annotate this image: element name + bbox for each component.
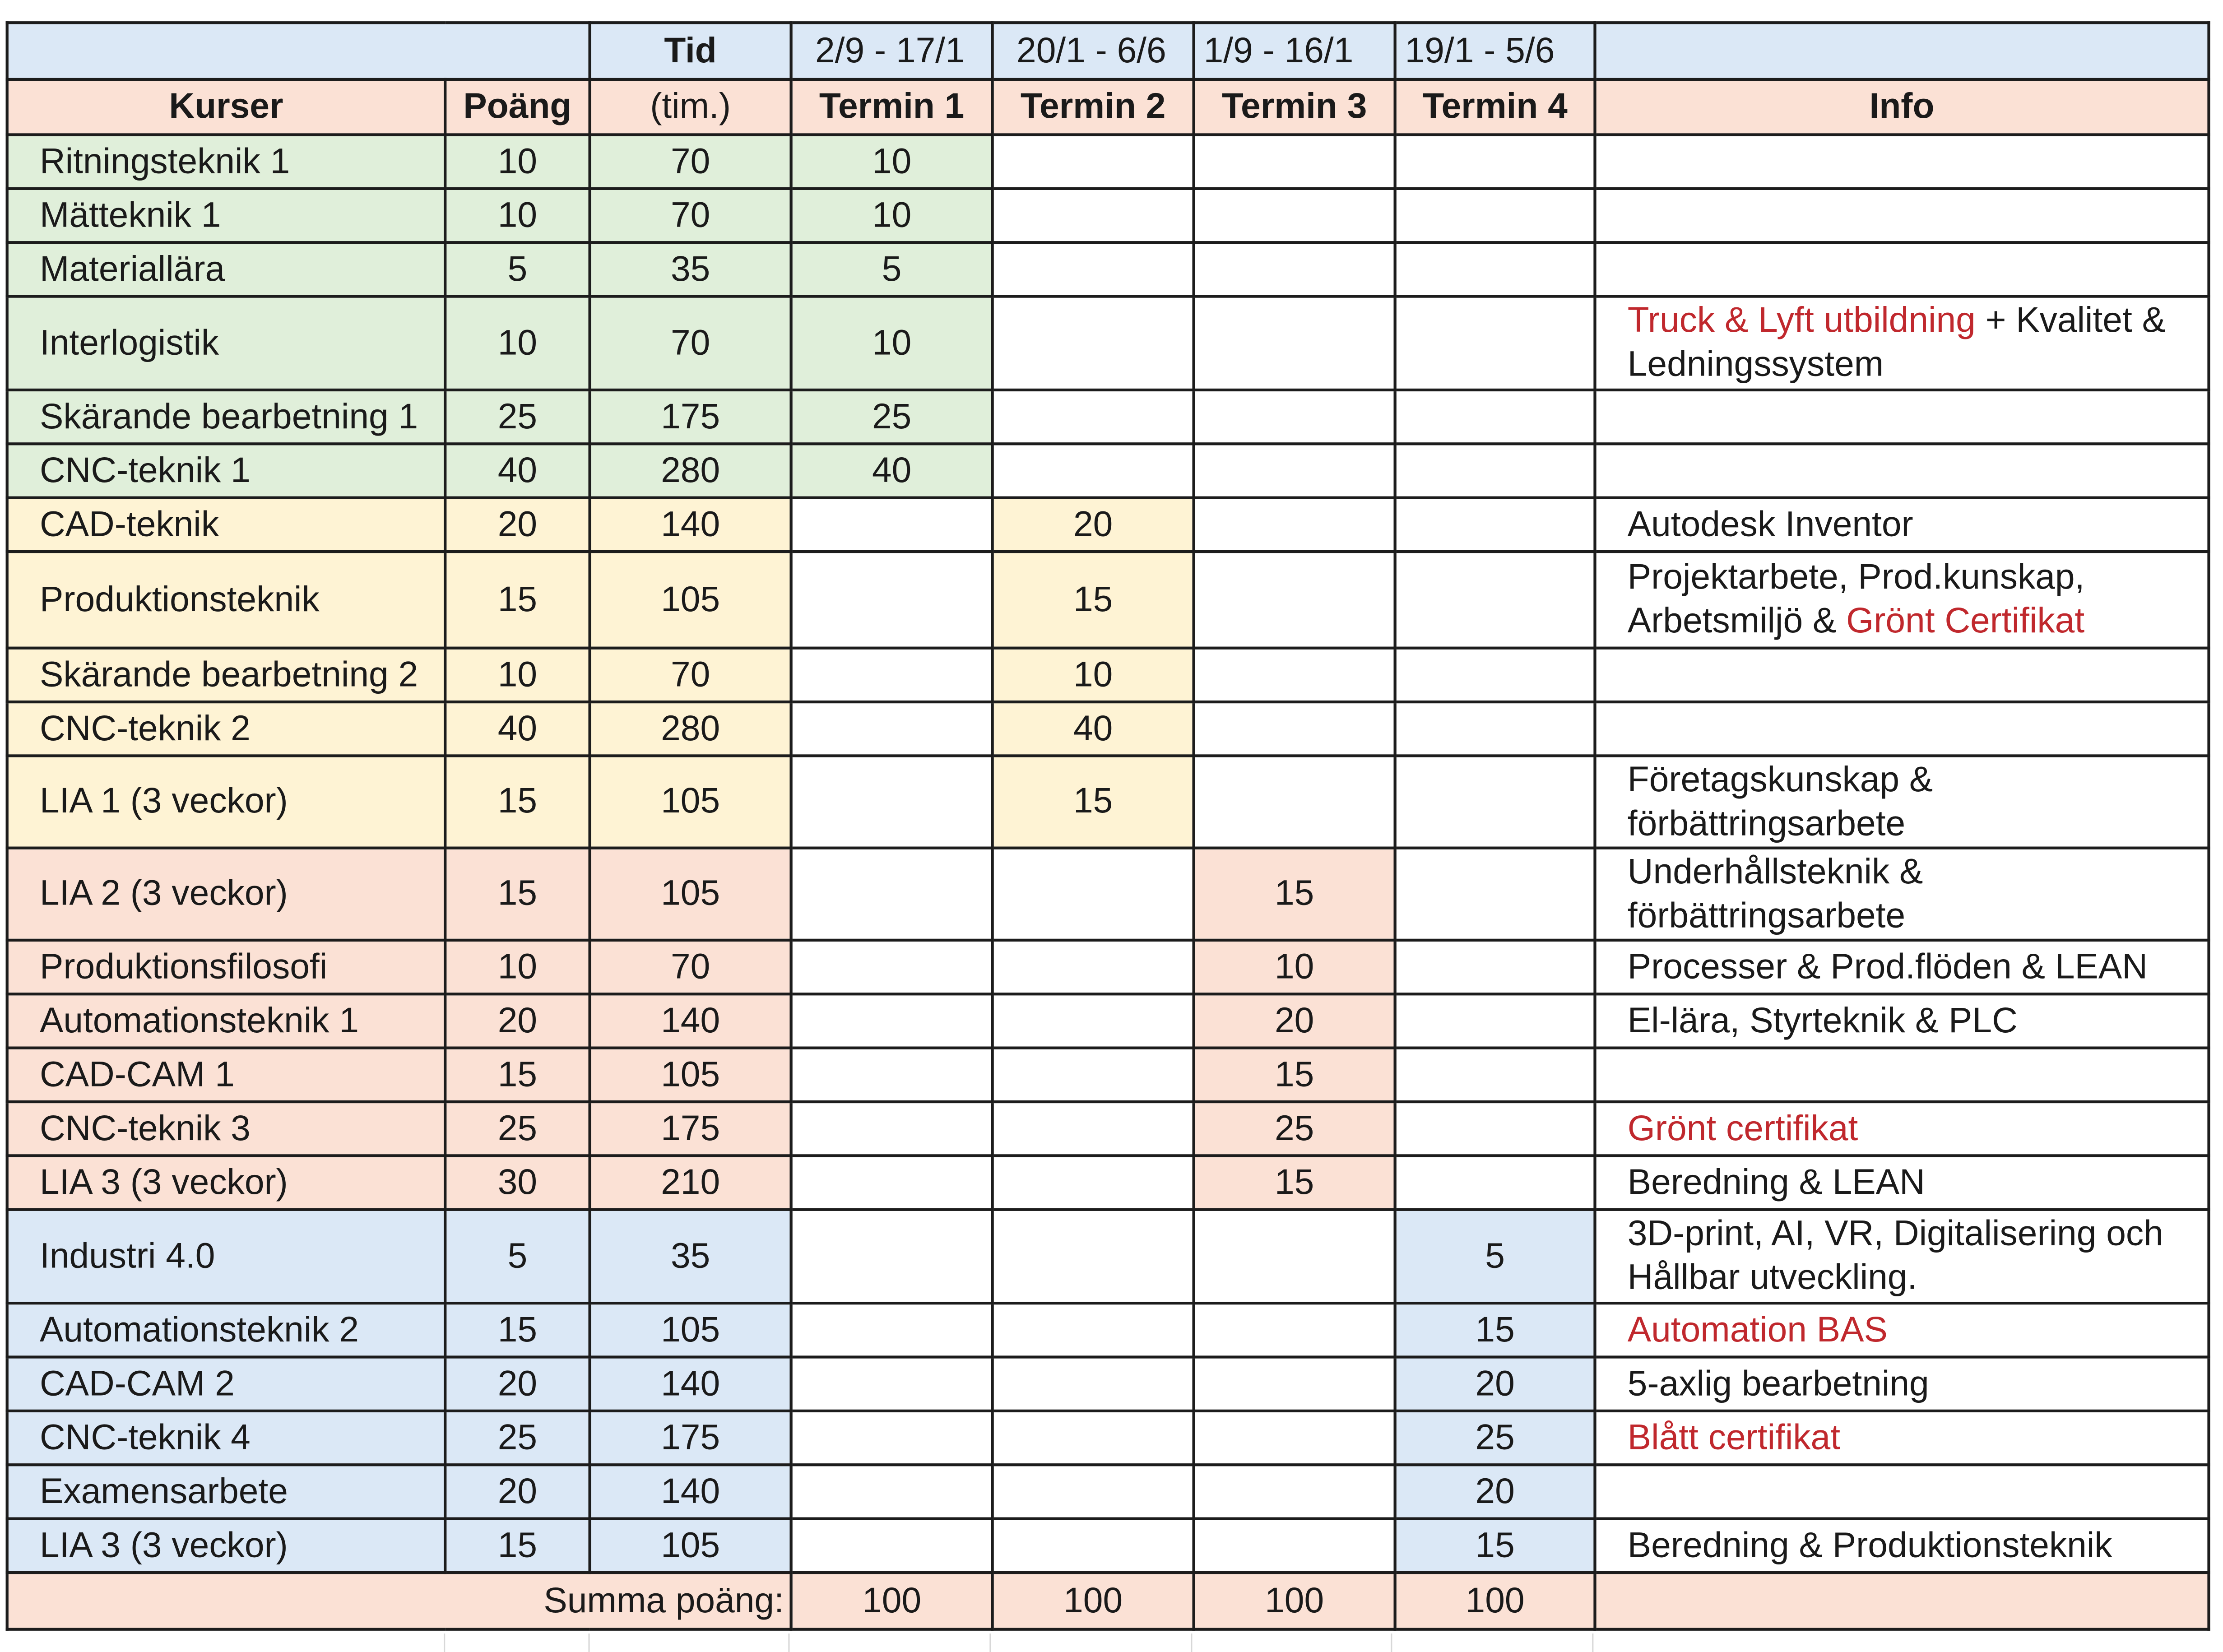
termin-4-empty <box>1395 1155 1595 1209</box>
info-highlight: Grönt Certifikat <box>1846 601 2085 641</box>
termin-2-empty <box>993 1411 1194 1465</box>
info-highlight: Grönt certifikat <box>1627 1108 1858 1148</box>
header-blank-cell <box>7 23 590 79</box>
termin-3-empty <box>1194 189 1395 242</box>
course-row <box>7 1102 2209 1155</box>
course-name: Ritningsteknik 1 <box>7 135 446 188</box>
info-text: 5-axlig bearbetning <box>1627 1363 1929 1403</box>
course-row <box>7 552 2209 648</box>
termin-1-points: 40 <box>791 444 993 497</box>
course-points: 15 <box>445 552 589 648</box>
course-row <box>7 1357 2209 1411</box>
termin-4-empty <box>1395 940 1595 994</box>
info-highlight: Truck & Lyft utbildning <box>1627 301 1976 340</box>
course-points: 40 <box>445 702 589 756</box>
course-hours: 175 <box>590 390 791 444</box>
course-name: LIA 2 (3 veckor) <box>7 848 446 940</box>
info-text: Processer & Prod.flöden & LEAN <box>1627 947 2148 986</box>
course-info <box>1595 444 2209 497</box>
termin-3-empty <box>1194 297 1395 390</box>
course-hours: 70 <box>590 189 791 242</box>
termin-1-empty <box>791 1303 993 1357</box>
termin-1-empty <box>791 498 993 552</box>
termin-3-points: 20 <box>1194 994 1395 1048</box>
termin-3-empty <box>1194 444 1395 497</box>
course-name: Produktionsteknik <box>7 552 446 648</box>
course-info <box>1595 1048 2209 1102</box>
course-row <box>7 242 2209 296</box>
gridline <box>788 1633 789 1652</box>
termin-2-points: 15 <box>993 756 1194 848</box>
gridline <box>588 1633 589 1652</box>
termin-2-empty <box>993 994 1194 1048</box>
course-hours: 70 <box>590 135 791 188</box>
course-info <box>1595 1465 2209 1518</box>
termin-1-empty <box>791 940 993 994</box>
course-info <box>1595 994 2209 1048</box>
termin-2-empty <box>993 1048 1194 1102</box>
course-hours: 210 <box>590 1155 791 1209</box>
course-name: CAD-CAM 1 <box>7 1048 446 1102</box>
termin-1-empty <box>791 1519 993 1573</box>
termin-3-header: Termin 3 <box>1194 79 1395 135</box>
course-points: 5 <box>445 242 589 296</box>
course-row <box>7 1155 2209 1209</box>
termin-1-header: Termin 1 <box>791 79 993 135</box>
gridline <box>1191 1633 1192 1652</box>
termin-4-empty <box>1395 702 1595 756</box>
termin-4-empty <box>1395 189 1595 242</box>
course-info <box>1595 702 2209 756</box>
termin-2-empty <box>993 1210 1194 1303</box>
course-hours: 280 <box>590 444 791 497</box>
gridline <box>1391 1633 1392 1652</box>
termin-4-dates: 19/1 - 5/6 <box>1395 23 1595 79</box>
course-name: CNC-teknik 2 <box>7 702 446 756</box>
course-hours: 70 <box>590 940 791 994</box>
course-hours: 105 <box>590 1519 791 1573</box>
info-highlight: Blått certifikat <box>1627 1417 1841 1457</box>
header-row-labels <box>7 79 2209 135</box>
course-points: 15 <box>445 1519 589 1573</box>
course-row <box>7 848 2209 940</box>
course-info <box>1595 940 2209 994</box>
termin-1-points: 5 <box>791 242 993 296</box>
course-hours: 140 <box>590 1357 791 1411</box>
course-row <box>7 1465 2209 1518</box>
course-points: 5 <box>445 1210 589 1303</box>
termin-2-empty <box>993 242 1194 296</box>
course-points: 25 <box>445 390 589 444</box>
course-name: LIA 3 (3 veckor) <box>7 1155 446 1209</box>
course-row <box>7 1519 2209 1573</box>
course-points: 10 <box>445 940 589 994</box>
termin-1-points: 10 <box>791 189 993 242</box>
termin-4-empty <box>1395 242 1595 296</box>
course-row <box>7 297 2209 390</box>
course-row <box>7 648 2209 702</box>
termin-1-empty <box>791 552 993 648</box>
course-hours: 105 <box>590 1048 791 1102</box>
course-points: 30 <box>445 1155 589 1209</box>
course-info <box>1595 242 2209 296</box>
tid-unit-header: (tim.) <box>590 79 791 135</box>
termin-4-empty <box>1395 848 1595 940</box>
course-row <box>7 1303 2209 1357</box>
course-hours: 105 <box>590 552 791 648</box>
course-hours: 140 <box>590 1465 791 1518</box>
termin-4-total: 100 <box>1395 1573 1595 1629</box>
summary-info-blank <box>1595 1573 2209 1629</box>
termin-3-points: 15 <box>1194 848 1395 940</box>
termin-2-empty <box>993 297 1194 390</box>
termin-1-empty <box>791 1155 993 1209</box>
course-hours: 175 <box>590 1102 791 1155</box>
termin-1-empty <box>791 1465 993 1518</box>
course-row <box>7 994 2209 1048</box>
course-info <box>1595 1155 2209 1209</box>
course-hours: 35 <box>590 242 791 296</box>
termin-3-points: 25 <box>1194 1102 1395 1155</box>
termin-1-dates: 2/9 - 17/1 <box>791 23 993 79</box>
course-hours: 175 <box>590 1411 791 1465</box>
course-name: Interlogistik <box>7 297 446 390</box>
termin-1-points: 25 <box>791 390 993 444</box>
termin-1-empty <box>791 648 993 702</box>
termin-3-empty <box>1194 498 1395 552</box>
summa-poang-label: Summa poäng: <box>7 1573 791 1629</box>
course-info <box>1595 390 2209 444</box>
termin-1-empty <box>791 1411 993 1465</box>
gridline <box>989 1633 991 1652</box>
course-schedule-table <box>6 21 2210 1631</box>
course-points: 40 <box>445 444 589 497</box>
termin-1-points: 10 <box>791 297 993 390</box>
termin-1-total: 100 <box>791 1573 993 1629</box>
course-row <box>7 940 2209 994</box>
course-points: 15 <box>445 848 589 940</box>
termin-2-empty <box>993 1357 1194 1411</box>
termin-4-points: 20 <box>1395 1465 1595 1518</box>
course-info <box>1595 648 2209 702</box>
summary-row <box>7 1573 2209 1629</box>
termin-3-empty <box>1194 1519 1395 1573</box>
termin-4-header: Termin 4 <box>1395 79 1595 135</box>
termin-4-empty <box>1395 756 1595 848</box>
info-text: Företagskunskap & förbättringsarbete <box>1627 759 1933 843</box>
info-text: Autodesk Inventor <box>1627 504 1913 544</box>
termin-1-empty <box>791 756 993 848</box>
course-hours: 70 <box>590 648 791 702</box>
course-row <box>7 1411 2209 1465</box>
info-text: Projektarbete, Prod.kunskap, Arbetsmiljö & <box>1627 557 2085 641</box>
termin-3-empty <box>1194 702 1395 756</box>
gridline <box>1592 1633 1593 1652</box>
termin-1-points: 10 <box>791 135 993 188</box>
course-hours: 140 <box>590 994 791 1048</box>
course-points: 10 <box>445 135 589 188</box>
termin-3-total: 100 <box>1194 1573 1395 1629</box>
termin-3-empty <box>1194 1303 1395 1357</box>
course-name: Automationsteknik 2 <box>7 1303 446 1357</box>
poang-header: Poäng <box>445 79 589 135</box>
header-blank-info <box>1595 23 2209 79</box>
termin-1-empty <box>791 702 993 756</box>
info-highlight: Automation BAS <box>1627 1309 1888 1350</box>
course-name: CNC-teknik 1 <box>7 444 446 497</box>
course-hours: 140 <box>590 498 791 552</box>
termin-2-empty <box>993 189 1194 242</box>
termin-4-empty <box>1395 498 1595 552</box>
info-text: + Kvalitet & Ledningssystem <box>1627 301 2166 385</box>
termin-3-empty <box>1194 242 1395 296</box>
course-name: Examensarbete <box>7 1465 446 1518</box>
course-points: 15 <box>445 1303 589 1357</box>
course-info <box>1595 1210 2209 1303</box>
course-info <box>1595 135 2209 188</box>
course-name: LIA 3 (3 veckor) <box>7 1519 446 1573</box>
course-points: 20 <box>445 1357 589 1411</box>
termin-2-empty <box>993 1155 1194 1209</box>
termin-1-empty <box>791 1048 993 1102</box>
course-points: 10 <box>445 189 589 242</box>
termin-4-points: 25 <box>1395 1411 1595 1465</box>
course-name: LIA 1 (3 veckor) <box>7 756 446 848</box>
course-info <box>1595 1519 2209 1573</box>
termin-3-empty <box>1194 135 1395 188</box>
info-text: Underhållsteknik & förbättringsarbete <box>1627 851 1923 935</box>
termin-1-empty <box>791 994 993 1048</box>
course-points: 15 <box>445 1048 589 1102</box>
course-points: 20 <box>445 498 589 552</box>
termin-4-empty <box>1395 444 1595 497</box>
course-name: Industri 4.0 <box>7 1210 446 1303</box>
course-hours: 35 <box>590 1210 791 1303</box>
termin-2-header: Termin 2 <box>993 79 1194 135</box>
termin-4-points: 15 <box>1395 1519 1595 1573</box>
course-info <box>1595 1102 2209 1155</box>
course-row <box>7 1210 2209 1303</box>
course-name: CAD-teknik <box>7 498 446 552</box>
termin-2-points: 15 <box>993 552 1194 648</box>
termin-3-dates: 1/9 - 16/1 <box>1194 23 1395 79</box>
info-text: Beredning & Produktionsteknik <box>1627 1525 2112 1565</box>
termin-3-points: 15 <box>1194 1155 1395 1209</box>
termin-4-empty <box>1395 297 1595 390</box>
termin-3-empty <box>1194 1357 1395 1411</box>
termin-1-empty <box>791 1357 993 1411</box>
course-info <box>1595 1411 2209 1465</box>
course-points: 20 <box>445 994 589 1048</box>
termin-2-points: 20 <box>993 498 1194 552</box>
termin-3-empty <box>1194 1210 1395 1303</box>
termin-4-empty <box>1395 648 1595 702</box>
tid-header: Tid <box>590 23 791 79</box>
termin-4-empty <box>1395 552 1595 648</box>
course-info <box>1595 1357 2209 1411</box>
course-hours: 105 <box>590 756 791 848</box>
termin-3-empty <box>1194 552 1395 648</box>
termin-4-empty <box>1395 994 1595 1048</box>
termin-2-empty <box>993 1303 1194 1357</box>
termin-4-empty <box>1395 1102 1595 1155</box>
termin-2-dates: 20/1 - 6/6 <box>993 23 1194 79</box>
course-row <box>7 189 2209 242</box>
termin-1-empty <box>791 1210 993 1303</box>
course-name: Skärande bearbetning 2 <box>7 648 446 702</box>
course-row <box>7 498 2209 552</box>
termin-3-points: 15 <box>1194 1048 1395 1102</box>
info-text: 3D-print, AI, VR, Digitalisering och Hållbar utveckling. <box>1627 1214 2163 1298</box>
course-points: 15 <box>445 756 589 848</box>
course-hours: 105 <box>590 848 791 940</box>
course-name: CNC-teknik 4 <box>7 1411 446 1465</box>
course-info <box>1595 848 2209 940</box>
kurser-header: Kurser <box>7 79 446 135</box>
course-points: 10 <box>445 297 589 390</box>
termin-4-empty <box>1395 390 1595 444</box>
course-name: Skärande bearbetning 1 <box>7 390 446 444</box>
gridline <box>444 1633 445 1652</box>
course-name: CAD-CAM 2 <box>7 1357 446 1411</box>
termin-3-empty <box>1194 1411 1395 1465</box>
course-hours: 70 <box>590 297 791 390</box>
course-info <box>1595 1303 2209 1357</box>
info-text: Beredning & LEAN <box>1627 1162 1925 1202</box>
termin-4-points: 15 <box>1395 1303 1595 1357</box>
course-hours: 280 <box>590 702 791 756</box>
termin-2-empty <box>993 1465 1194 1518</box>
course-name: CNC-teknik 3 <box>7 1102 446 1155</box>
termin-2-empty <box>993 135 1194 188</box>
course-name: Materiallära <box>7 242 446 296</box>
termin-3-empty <box>1194 756 1395 848</box>
termin-3-empty <box>1194 390 1395 444</box>
termin-2-empty <box>993 444 1194 497</box>
course-info <box>1595 552 2209 648</box>
termin-2-empty <box>993 940 1194 994</box>
course-name: Mätteknik 1 <box>7 189 446 242</box>
course-row <box>7 444 2209 497</box>
course-row <box>7 1048 2209 1102</box>
course-row <box>7 135 2209 188</box>
course-hours: 105 <box>590 1303 791 1357</box>
info-text: El-lära, Styrteknik & PLC <box>1627 1000 2018 1040</box>
termin-3-empty <box>1194 1465 1395 1518</box>
course-points: 25 <box>445 1411 589 1465</box>
course-name: Produktionsfilosofi <box>7 940 446 994</box>
course-points: 25 <box>445 1102 589 1155</box>
course-row <box>7 702 2209 756</box>
termin-2-points: 40 <box>993 702 1194 756</box>
course-name: Automationsteknik 1 <box>7 994 446 1048</box>
course-info <box>1595 756 2209 848</box>
termin-2-total: 100 <box>993 1573 1194 1629</box>
termin-3-points: 10 <box>1194 940 1395 994</box>
course-points: 10 <box>445 648 589 702</box>
termin-1-empty <box>791 848 993 940</box>
termin-2-empty <box>993 390 1194 444</box>
course-info <box>1595 498 2209 552</box>
info-header: Info <box>1595 79 2209 135</box>
termin-2-empty <box>993 848 1194 940</box>
header-row-dates <box>7 23 2209 79</box>
termin-4-empty <box>1395 1048 1595 1102</box>
course-row <box>7 756 2209 848</box>
course-info <box>1595 297 2209 390</box>
termin-4-empty <box>1395 135 1595 188</box>
termin-1-empty <box>791 1102 993 1155</box>
termin-2-empty <box>993 1102 1194 1155</box>
course-info <box>1595 189 2209 242</box>
termin-3-empty <box>1194 648 1395 702</box>
termin-4-points: 20 <box>1395 1357 1595 1411</box>
course-points: 20 <box>445 1465 589 1518</box>
termin-2-empty <box>993 1519 1194 1573</box>
course-row <box>7 390 2209 444</box>
termin-2-points: 10 <box>993 648 1194 702</box>
termin-4-points: 5 <box>1395 1210 1595 1303</box>
